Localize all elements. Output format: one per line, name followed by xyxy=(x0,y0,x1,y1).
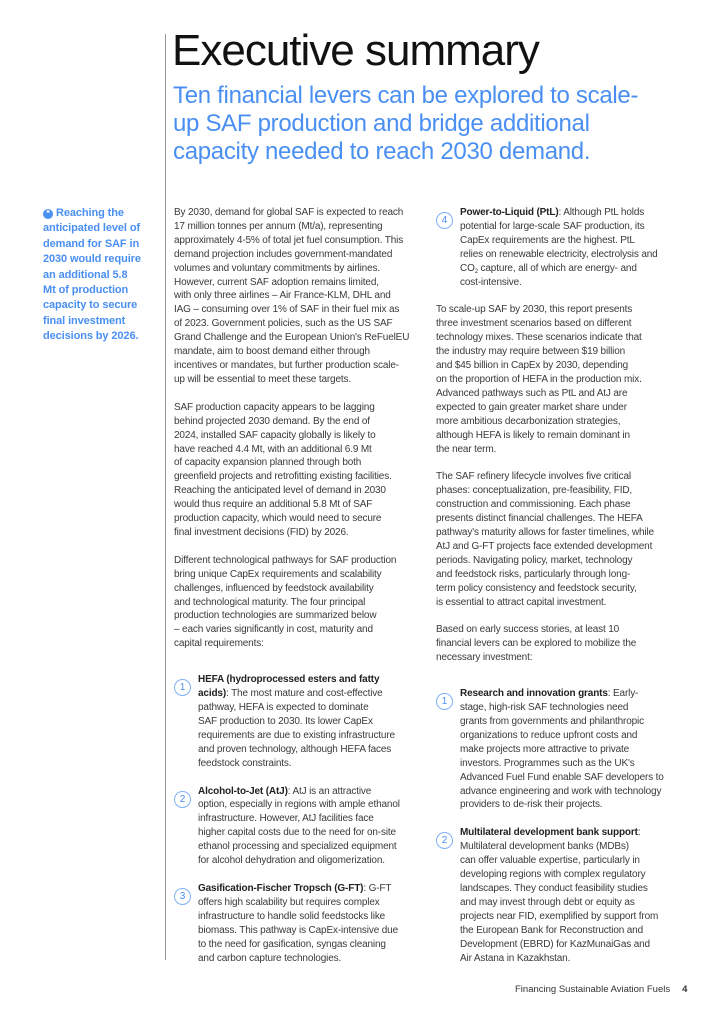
list-item-grants xyxy=(436,687,691,812)
list-item-mdb xyxy=(436,826,691,965)
number-badge: 1 xyxy=(174,679,191,696)
item-title: Multilateral development bank support xyxy=(460,827,638,839)
item-text: : AtJ is an attractive option, especially in regions with ample ethanol infrastructure. However, AtJ facilities face higher capital costs due to the need for on-site ethanol processing and specialized equipment for alcohol dehydration and oligomerization. xyxy=(198,785,400,867)
page-title: Executive summary xyxy=(172,26,539,75)
paragraph: Different technological pathways for SAF production bring unique CapEx requirements and scalability challenges, influenced by feedstock availability and technological maturity. The four principal production technologies are summarized below – each varies significantly in cost, maturity and capital requirements: xyxy=(174,554,397,650)
item-title: Research and innovation grants xyxy=(460,688,608,700)
number-badge: 4 xyxy=(436,212,453,229)
footer-label: Financing Sustainable Aviation Fuels xyxy=(515,984,671,995)
paragraph: Based on early success stories, at least 10 financial levers can be explored to mobilize the necessary investment: xyxy=(436,624,637,664)
item-text: : Although PtL holds potential for large-scale SAF production, its CapEx requirements are the highest. PtL relies on renewable electricity, electrolysis and CO xyxy=(460,207,658,274)
pull-quote-text: Reaching the anticipated level of demand for SAF in 2030 would require an additional 5.8 Mt of production capacity to secure final investment decisions by 2026. xyxy=(43,207,141,343)
number-badge: 2 xyxy=(174,791,191,808)
item-title: Alcohol-to-Jet (AtJ) xyxy=(198,785,288,797)
subscript: 2 xyxy=(474,268,478,275)
right-column xyxy=(436,206,691,979)
item-text: : Multilateral development banks (MDBs) can offer valuable expertise, particularly in developing regions with complex regulatory landscapes. They conduct feasibility studies and may invest through debt or equity as projects near FID, exemplified by support from the European Bank for Reconstruction and Development (EBRD) for KazMunaiGas and Air Astana in Kazakhstan. xyxy=(460,827,659,964)
list-item-atj xyxy=(174,785,429,868)
item-text: : G-FT offers high scalability but requires complex infrastructure to handle solid feedstocks like biomass. This pathway is CapEx-intensive due to the need for gasification, syngas cleaning and carbon capture technologies. xyxy=(198,882,398,964)
paragraph: By 2030, demand for global SAF is expected to reach 17 million tonnes per annum (Mt/a), representing approximately 4-5% of total jet fuel consumption. This demand projection includes government-mandated volumes and voluntary commitments by airlines. However, current SAF adoption remains limited, with only three airlines – Air France-KLM, DHL and IAG – consuming over 1% of SAF in their fuel mix as of 2023. Government policies, such as the US SAF Grand Challenge and the European Union's ReFuelEU mandate, aim to boost demand either through incentives or mandates, but further production scale- up will be essential to meet these targets. xyxy=(174,207,410,385)
paragraph: The SAF refinery lifecycle involves five critical phases: conceptualization, pre-feasibility, FID, construction and commissioning. Each phase presents distinct financial challenges. The HEFA pathway's maturity allows for faster timelines, while AtJ and G-FT projects face extended development periods. Navigating policy, market, technology and feedstock risks, particularly through long- term policy consistency and feedstock security, is essential to attract capital investment. xyxy=(436,471,654,608)
item-text: capture, all of which are energy- and cost-intensive. xyxy=(460,262,637,288)
quote-icon: ❝ xyxy=(43,209,53,219)
item-text: : Early- stage, high-risk SAF technologies need grants from governments and philanthropic organizations to reduce upfront costs and make projects more attractive to private investors. Programmes such as the UK's Advanced Fuel Fund enable SAF developers to advance engineering and work with technology providers to de-risk their projects. xyxy=(460,688,664,811)
pull-quote xyxy=(43,206,161,345)
number-badge: 2 xyxy=(436,832,453,849)
list-item-hefa xyxy=(174,673,429,770)
left-column xyxy=(174,206,429,979)
paragraph: SAF production capacity appears to be lagging behind projected 2030 demand. By the end of 2024, installed SAF capacity globally is likely to have reached 4.4 Mt, with an additional 6.9 Mt of capacity expansion planned through both greenfield projects and retrofitting existing facilities. Reaching the anticipated level of demand in 2030 would thus require an additional 5.8 Mt of SAF production capacity, which would need to secure final investment decisions (FID) by 2026. xyxy=(174,401,392,538)
item-title: Gasification-Fischer Tropsch (G-FT) xyxy=(198,882,364,894)
number-badge: 1 xyxy=(436,693,453,710)
item-title: Power-to-Liquid (PtL) xyxy=(460,207,559,218)
item-title: HEFA (hydroprocessed esters and fatty acids) xyxy=(198,674,380,700)
page-number: 4 xyxy=(682,984,688,995)
list-item-gft xyxy=(174,882,429,965)
paragraph: To scale-up SAF by 2030, this report presents three investment scenarios based on different technology mixes. These scenarios indicate that the industry may require between $19 billion and $45 billion in CapEx by 2030, depending on the proportion of HEFA in the production mix. Advanced pathways such as PtL and AtJ are expected to gain greater market share under more ambitious decarbonization strategies, although HEFA is likely to remain dominant in the near term. xyxy=(436,304,642,455)
item-text: : The most mature and cost-effective pathway, HEFA is expected to dominate SAF production to 2030. Its lower CapEx requirements are due to existing infrastructure and proven technology, although HEFA faces feedstock constraints. xyxy=(198,688,395,769)
column-divider xyxy=(165,34,166,960)
page-subtitle: Ten financial levers can be explored to scale- up SAF production and bridge additional capacity needed to reach 2030 demand. xyxy=(173,82,639,165)
list-item-ptl xyxy=(436,206,691,289)
number-badge: 3 xyxy=(174,888,191,905)
page-footer xyxy=(515,984,687,995)
